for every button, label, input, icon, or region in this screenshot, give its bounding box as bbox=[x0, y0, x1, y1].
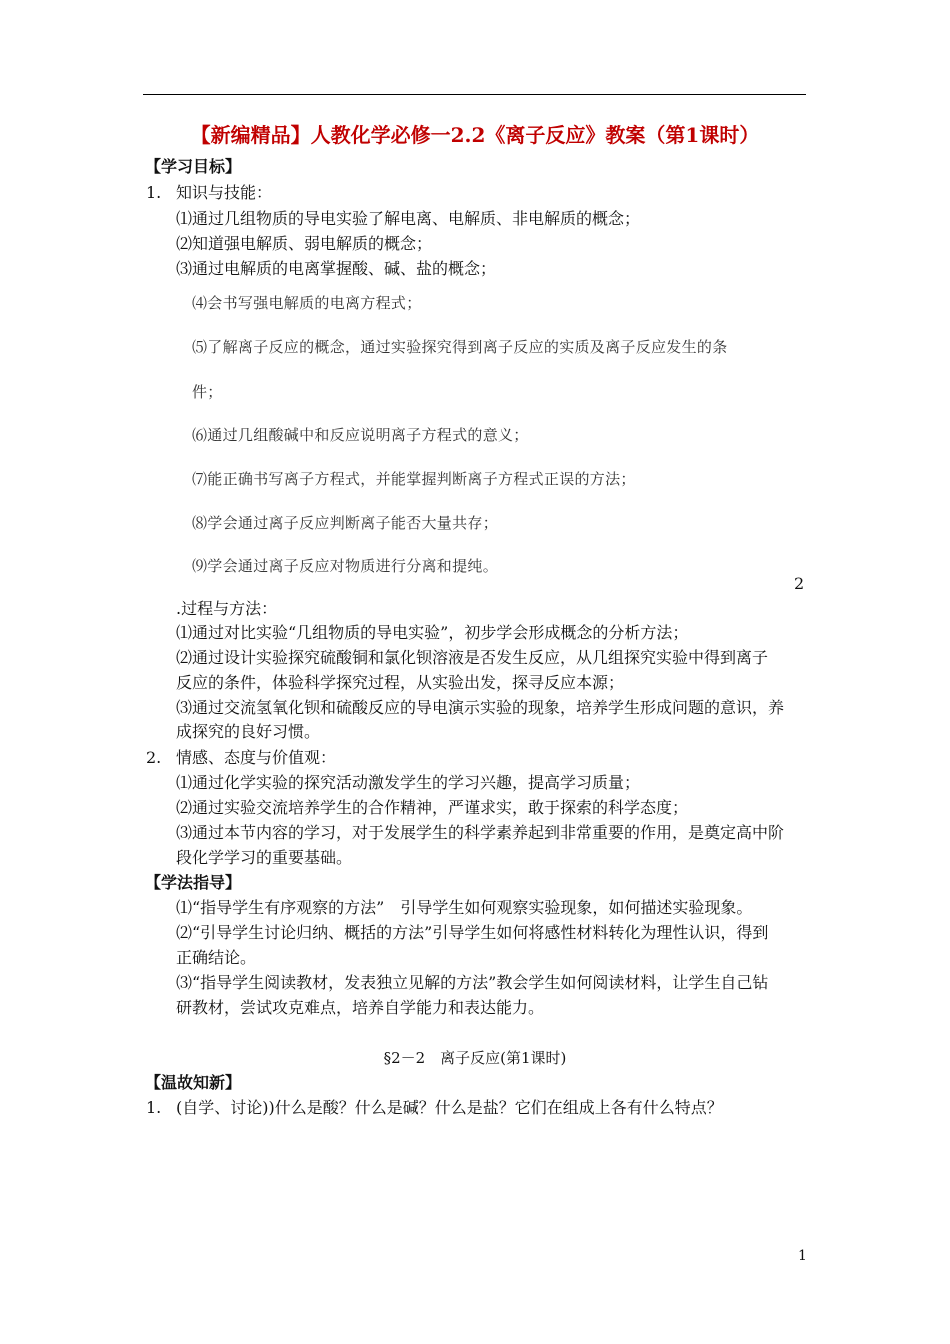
list-item: ⑵“引导学生讨论归纳、概括的方法”引导学生如何将感性材料转化为理性认识，得到 bbox=[176, 923, 769, 942]
list-item: 成探究的良好习惯。 bbox=[176, 722, 321, 741]
list-item: ⑴通过化学实验的探究活动激发学生的学习兴趣，提高学习质量； bbox=[176, 773, 641, 792]
page-number: 1 bbox=[798, 1248, 807, 1264]
goals-heading: 【学习目标】 bbox=[145, 157, 242, 176]
list-item: ⑴“指导学生有序观察的方法” 引导学生如何观察实验现象，如何描述实验现象。 bbox=[176, 898, 753, 917]
list-item: ⑶通过交流氢氧化钡和硫酸反应的导电演示实验的现象，培养学生形成问题的意识，养 bbox=[176, 698, 785, 717]
list-item: ⑷会书写强电解质的电离方程式； bbox=[192, 294, 422, 312]
list-item: ⑵通过设计实验探究硫酸铜和氯化钡溶液是否发生反应，从几组探究实验中得到离子 bbox=[176, 648, 769, 667]
section-number: 1. bbox=[146, 1098, 162, 1117]
list-item: ⑸了解离子反应的概念，通过实验探究得到离子反应的实质及离子反应发生的条 bbox=[192, 338, 728, 356]
section-title: §2－2 离子反应(第1课时) bbox=[383, 1049, 567, 1067]
section-number: 2. bbox=[146, 748, 162, 767]
section-number: 1. bbox=[146, 183, 162, 202]
list-item: ⑵知道强电解质、弱电解质的概念； bbox=[176, 234, 433, 253]
section-number: 2 bbox=[794, 574, 805, 593]
section-label: 情感、态度与价值观： bbox=[176, 748, 337, 767]
list-item: ⑵通过实验交流培养学生的合作精神，严谨求实，敢于探索的科学态度； bbox=[176, 798, 689, 817]
list-item: ⑴通过几组物质的导电实验了解电离、电解质、非电解质的概念； bbox=[176, 209, 641, 228]
review-question: (自学、讨论))什么是酸？什么是碱？什么是盐？它们在组成上各有什么特点？ bbox=[176, 1098, 723, 1117]
method-heading: 【学法指导】 bbox=[145, 873, 242, 892]
list-item: ⑼学会通过离子反应对物质进行分离和提纯。 bbox=[192, 557, 499, 575]
list-item: 正确结论。 bbox=[176, 948, 257, 967]
header-rule bbox=[143, 94, 806, 95]
list-item: 件； bbox=[192, 383, 223, 401]
review-heading: 【温故知新】 bbox=[145, 1073, 242, 1092]
list-item: ⑹通过几组酸碱中和反应说明离子方程式的意义； bbox=[192, 426, 529, 444]
list-item: ⑻学会通过离子反应判断离子能否大量共存； bbox=[192, 514, 499, 532]
list-item: 段化学学习的重要基础。 bbox=[176, 848, 353, 867]
list-item: 反应的条件，体验科学探究过程，从实验出发，探寻反应本源； bbox=[176, 673, 625, 692]
section-label: .过程与方法： bbox=[176, 599, 278, 618]
section-label: 知识与技能： bbox=[176, 183, 273, 202]
page-title: 【新编精品】人教化学必修一2.2《离子反应》教案（第1课时） bbox=[190, 123, 760, 147]
list-item: ⑴通过对比实验“几组物质的导电实验”，初步学会形成概念的分析方法； bbox=[176, 623, 689, 642]
list-item: ⑶通过本节内容的学习，对于发展学生的科学素养起到非常重要的作用，是奠定高中阶 bbox=[176, 823, 785, 842]
list-item: ⑶“指导学生阅读教材，发表独立见解的方法”教会学生如何阅读材料，让学生自己钻 bbox=[176, 973, 769, 992]
list-item: ⑶通过电解质的电离掌握酸、碱、盐的概念； bbox=[176, 259, 497, 278]
list-item: ⑺能正确书写离子方程式，并能掌握判断离子方程式正误的方法； bbox=[192, 470, 636, 488]
list-item: 研教材，尝试攻克难点，培养自学能力和表达能力。 bbox=[176, 998, 545, 1017]
